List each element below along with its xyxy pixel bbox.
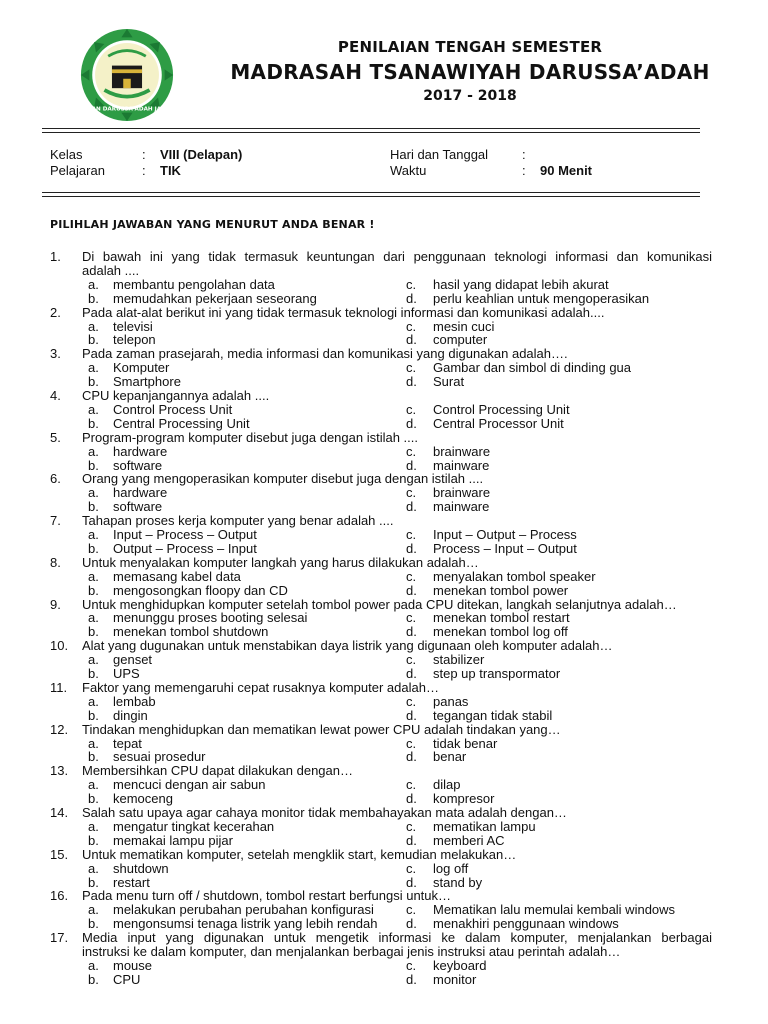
option-text: panas <box>433 693 469 709</box>
question-text: Salah satu upaya agar cahaya monitor tidak membahayakan mata adalah dengan… <box>82 805 567 820</box>
hari-colon: : <box>522 147 526 162</box>
option-letter: b. <box>88 707 99 723</box>
option-text: monitor <box>433 971 477 987</box>
option-letter: a. <box>88 818 99 834</box>
option-letter: b. <box>88 290 99 306</box>
question-number: 6. <box>50 471 61 487</box>
logo-text: YAYASAN DARUSSA'ADAH JAKARTA <box>72 106 182 113</box>
option-text: step up transpormator <box>433 666 561 681</box>
option-letter: a. <box>88 443 99 459</box>
question-number: 10. <box>50 638 69 654</box>
exam-title: PENILAIAN TENGAH SEMESTER <box>337 38 603 56</box>
kelas-colon: : <box>142 147 146 162</box>
option-text: membantu pengolahan data <box>113 276 275 292</box>
option-letter: d. <box>406 374 417 390</box>
option-text: mainware <box>433 499 490 515</box>
pelajaran-value: TIK <box>160 163 181 178</box>
option-text: brainware <box>433 443 491 459</box>
option-letter: b. <box>88 374 99 390</box>
question-text: Pada zaman prasejarah, media informasi dan komunikasi yang digunakan adalah…. <box>82 346 568 362</box>
header-divider-top <box>42 128 700 133</box>
option-text: mesin cuci <box>433 318 495 334</box>
pelajaran-label: Pelajaran <box>50 163 105 178</box>
question-text: Di bawah ini yang tidak termasuk keuntungan dari penggunaan teknologi informasi dan komunikasi <box>82 249 712 264</box>
school-name: MADRASAH TSANAWIYAH DARUSSA’ADAH <box>230 60 710 84</box>
question-number: 12. <box>50 721 69 737</box>
question-text: adalah .... <box>82 262 140 278</box>
option-letter: a. <box>88 318 99 334</box>
option-text: melakukan perubahan perubahan konfigurasi <box>113 902 374 918</box>
question-number: 13. <box>50 763 69 779</box>
hari-label: Hari dan Tanggal <box>390 147 489 162</box>
option-letter: a. <box>88 527 99 542</box>
option-text: software <box>113 457 163 473</box>
option-text: tegangan tidak stabil <box>433 707 553 723</box>
kelas-value: VIII (Delapan) <box>160 147 243 162</box>
option-text: menakhiri penggunaan windows <box>433 916 619 932</box>
waktu-value: 90 Menit <box>540 163 593 178</box>
option-letter: c. <box>406 610 417 626</box>
question-text: Untuk mematikan komputer, setelah mengklik start, kemudian melakukan… <box>82 846 517 862</box>
option-letter: d. <box>406 916 417 932</box>
option-letter: c. <box>406 818 417 834</box>
option-letter: d. <box>406 457 417 473</box>
kelas-label: Kelas <box>50 147 83 162</box>
option-letter: c. <box>406 860 417 876</box>
academic-year: 2017 - 2018 <box>423 88 517 104</box>
option-text: memudahkan pekerjaan seseorang <box>113 290 317 306</box>
option-letter: d. <box>406 332 417 348</box>
waktu-label: Waktu <box>390 163 427 178</box>
question-text: Orang yang mengoperasikan komputer disebut juga dengan istilah .... <box>82 471 484 487</box>
option-letter: c. <box>406 485 417 501</box>
option-text: menyalakan tombol speaker <box>433 568 596 584</box>
question-text: Program-program komputer disebut juga dengan istilah .... <box>82 429 419 445</box>
option-letter: a. <box>88 276 99 292</box>
option-text: hasil yang didapat lebih akurat <box>433 276 609 292</box>
question-text: Alat yang dugunakan untuk menstabikan daya listrik yang digunaan oleh komputer adalah… <box>82 638 613 654</box>
question-number: 15. <box>50 846 69 862</box>
option-letter: c. <box>406 276 417 292</box>
question-number: 3. <box>50 346 61 362</box>
option-text: Gambar dan simbol di dinding gua <box>433 360 632 376</box>
option-text: benar <box>433 749 467 765</box>
option-letter: d. <box>406 499 417 515</box>
question-number: 14. <box>50 805 69 820</box>
option-letter: b. <box>88 499 99 515</box>
option-text: Control Processing Unit <box>433 401 570 417</box>
option-letter: b. <box>88 332 99 348</box>
option-text: Mematikan lalu memulai kembali windows <box>433 902 676 918</box>
option-text: dingin <box>113 707 148 723</box>
option-text: Process – Input – Output <box>433 540 577 556</box>
option-letter: b. <box>88 791 99 807</box>
question-number: 17. <box>50 930 69 946</box>
option-text: hardware <box>113 485 168 501</box>
option-text: kompresor <box>433 791 495 807</box>
option-letter: a. <box>88 735 99 751</box>
option-text: menekan tombol shutdown <box>113 624 269 640</box>
option-letter: d. <box>406 707 417 723</box>
question-number: 8. <box>50 554 61 570</box>
option-text: stabilizer <box>433 652 485 668</box>
question-text: Untuk menyalakan komputer langkah yang harus dilakukan adalah… <box>82 554 479 570</box>
question-number: 4. <box>50 388 61 403</box>
option-text: restart <box>113 874 150 890</box>
question-number: 16. <box>50 888 69 904</box>
option-text: Central Processing Unit <box>113 415 250 431</box>
question-text: Faktor yang memengaruhi cepat rusaknya komputer adalah… <box>82 679 439 695</box>
option-text: Input – Process – Output <box>113 527 257 542</box>
option-letter: a. <box>88 777 99 793</box>
option-letter: a. <box>88 360 99 376</box>
option-letter: c. <box>406 652 417 668</box>
option-text: UPS <box>113 666 140 681</box>
option-letter: a. <box>88 485 99 501</box>
option-letter: c. <box>406 902 417 918</box>
option-text: mainware <box>433 457 490 473</box>
option-text: menekan tombol log off <box>433 624 568 640</box>
option-letter: b. <box>88 415 99 431</box>
question-number: 7. <box>50 513 61 529</box>
option-letter: d. <box>406 832 417 848</box>
option-text: memberi AC <box>433 832 505 848</box>
option-text: memasang kabel data <box>113 568 241 584</box>
option-text: Control Process Unit <box>113 401 233 417</box>
school-logo <box>72 28 182 122</box>
option-letter: b. <box>88 457 99 473</box>
option-text: perlu keahlian untuk mengoperasikan <box>433 290 650 306</box>
question-text: Media input yang digunakan untuk mengetik informasi ke dalam komputer, menjalankan berbagai <box>82 930 712 946</box>
option-letter: c. <box>406 568 417 584</box>
question-text: Membersihkan CPU dapat dilakukan dengan… <box>82 763 353 779</box>
question-number: 11. <box>50 679 68 695</box>
option-text: Smartphore <box>113 374 181 390</box>
option-text: menekan tombol restart <box>433 610 570 626</box>
option-letter: c. <box>406 318 417 334</box>
option-letter: d. <box>406 874 417 890</box>
option-text: software <box>113 499 163 515</box>
option-letter: b. <box>88 971 99 987</box>
option-text: brainware <box>433 485 491 501</box>
option-letter: c. <box>406 443 417 459</box>
option-text: CPU <box>113 971 141 987</box>
option-text: Central Processor Unit <box>433 415 564 431</box>
option-text: menunggu proses booting selesai <box>113 610 308 626</box>
option-text: genset <box>113 652 153 668</box>
instruction: PILIHLAH JAWABAN YANG MENURUT ANDA BENAR ! <box>50 218 375 231</box>
question-number: 1. <box>50 249 61 264</box>
option-letter: c. <box>406 401 417 417</box>
option-text: menekan tombol power <box>433 582 569 598</box>
option-letter: d. <box>406 749 417 765</box>
option-text: mengonsumsi tenaga listrik yang lebih rendah <box>113 916 378 932</box>
option-text: kemoceng <box>113 791 173 807</box>
option-text: shutdown <box>113 860 169 876</box>
option-text: log off <box>433 860 469 876</box>
option-letter: b. <box>88 624 99 640</box>
question-number: 2. <box>50 304 61 320</box>
option-text: televisi <box>113 318 153 334</box>
option-text: Komputer <box>113 360 170 376</box>
option-letter: c. <box>406 693 417 709</box>
option-letter: d. <box>406 791 417 807</box>
option-text: telepon <box>113 332 156 348</box>
pelajaran-colon: : <box>142 163 146 178</box>
question-text: Pada menu turn off / shutdown, tombol restart berfungsi untuk… <box>82 888 452 904</box>
option-letter: d. <box>406 971 417 987</box>
question-text: Pada alat-alat berikut ini yang tidak termasuk teknologi informasi dan komunikasi adalah.... <box>82 304 605 320</box>
option-text: tidak benar <box>433 735 498 751</box>
option-text: Surat <box>433 374 465 390</box>
option-text: mengatur tingkat kecerahan <box>113 818 275 834</box>
question-text: CPU kepanjangannya adalah .... <box>82 388 270 403</box>
option-text: Output – Process – Input <box>113 540 257 556</box>
option-letter: a. <box>88 652 99 668</box>
option-letter: d. <box>406 624 417 640</box>
waktu-colon: : <box>522 163 526 178</box>
option-letter: c. <box>406 360 417 376</box>
option-letter: a. <box>88 693 99 709</box>
option-text: mencuci dengan air sabun <box>113 777 266 793</box>
option-letter: d. <box>406 666 417 681</box>
option-letter: b. <box>88 582 99 598</box>
question-number: 9. <box>50 596 61 612</box>
option-text: stand by <box>433 874 483 890</box>
option-text: lembab <box>113 693 156 709</box>
option-text: mengosongkan floopy dan CD <box>113 582 288 598</box>
question-text: Tahapan proses kerja komputer yang benar adalah .... <box>82 513 394 529</box>
option-letter: b. <box>88 540 99 556</box>
option-letter: a. <box>88 957 99 973</box>
option-letter: d. <box>406 540 417 556</box>
question-number: 5. <box>50 429 61 445</box>
option-text: hardware <box>113 443 168 459</box>
option-letter: c. <box>406 957 417 973</box>
option-letter: b. <box>88 916 99 932</box>
option-letter: d. <box>406 582 417 598</box>
option-text: Input – Output – Process <box>433 527 577 542</box>
option-letter: a. <box>88 568 99 584</box>
question-text: Untuk menghidupkan komputer setelah tombol power pada CPU ditekan, langkah selanjutnya adalah… <box>82 596 677 612</box>
option-text: memakai lampu pijar <box>113 832 233 848</box>
option-text: mematikan lampu <box>433 818 536 834</box>
option-text: dilap <box>433 777 461 793</box>
option-letter: a. <box>88 902 99 918</box>
option-text: mouse <box>113 957 153 973</box>
option-text: keyboard <box>433 957 487 973</box>
option-text: sesuai prosedur <box>113 749 206 765</box>
header-divider-bottom <box>42 192 700 197</box>
option-letter: a. <box>88 401 99 417</box>
question-text: Tindakan menghidupkan dan mematikan lewat power CPU adalah tindakan yang… <box>82 721 561 737</box>
option-letter: b. <box>88 666 99 681</box>
option-letter: b. <box>88 832 99 848</box>
option-letter: c. <box>406 735 417 751</box>
option-text: computer <box>433 332 488 348</box>
option-letter: a. <box>88 610 99 626</box>
option-letter: c. <box>406 527 417 542</box>
option-letter: c. <box>406 777 417 793</box>
option-letter: b. <box>88 749 99 765</box>
option-text: tepat <box>113 735 142 751</box>
option-letter: d. <box>406 290 417 306</box>
question-text: instruksi ke dalam komputer, dan menjalankan berbagai jenis instruksi atau perintah adalah… <box>82 944 621 959</box>
option-letter: a. <box>88 860 99 876</box>
option-letter: b. <box>88 874 99 890</box>
option-letter: d. <box>406 415 417 431</box>
